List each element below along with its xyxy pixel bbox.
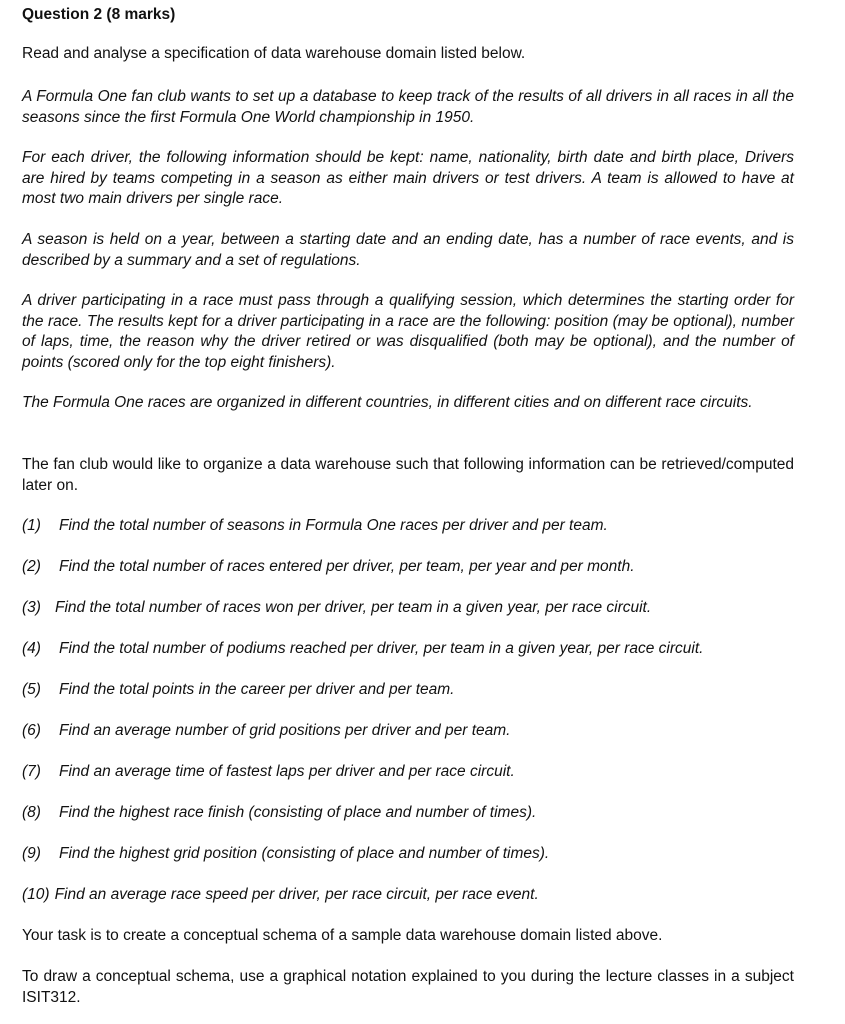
requirement-text: Find an average time of fastest laps per driver and per race circuit. <box>59 763 515 780</box>
requirement-item <box>22 762 794 783</box>
requirement-text: Find the total points in the career per driver and per team. <box>59 681 455 698</box>
requirement-item <box>22 803 794 824</box>
requirement-text: Find an average number of grid positions per driver and per team. <box>59 722 511 739</box>
requirement-number: (4) <box>22 640 41 657</box>
requirement-number: (5) <box>22 681 41 698</box>
notation-paragraph: To draw a conceptual schema, use a graphical notation explained to you during the lecture classes in a subject ISIT312. <box>22 968 794 1006</box>
requirement-number: (7) <box>22 763 41 780</box>
requirement-item <box>22 516 794 537</box>
spec-paragraph-2: For each driver, the following information should be kept: name, nationality, birth date and birth place, Drivers are hired by teams competing in a season as either main drivers or test drivers. A team is allowed to have at most two main drivers per single race. <box>22 149 794 207</box>
requirement-text: Find the total number of seasons in Formula One races per driver and per team. <box>59 517 608 534</box>
requirement-text: Find the highest race finish (consisting of place and number of times). <box>59 804 537 821</box>
requirement-item <box>22 639 794 660</box>
requirement-item <box>22 844 794 865</box>
requirement-item <box>22 885 794 906</box>
requirement-number: (1) <box>22 517 41 534</box>
spec-paragraph-1: A Formula One fan club wants to set up a database to keep track of the results of all drivers in all races in all the seasons since the first Formula One World championship in 1950. <box>22 88 794 126</box>
requirement-number: (9) <box>22 845 41 862</box>
requirement-text: Find the total number of races entered per driver, per team, per year and per month. <box>59 558 635 575</box>
requirement-text: Find the total number of podiums reached per driver, per team in a given year, per race circuit. <box>59 640 704 657</box>
requirement-text: Find an average race speed per driver, per race circuit, per race event. <box>54 886 539 903</box>
requirements-intro: The fan club would like to organize a data warehouse such that following information can be retrieved/computed later on. <box>22 456 794 494</box>
requirement-number: (10) <box>22 886 50 903</box>
spec-paragraph-3: A season is held on a year, between a starting date and an ending date, has a number of race events, and is described by a summary and a set of regulations. <box>22 231 794 269</box>
question-title: Question 2 (8 marks) <box>22 6 176 23</box>
requirement-text: Find the highest grid position (consisting of place and number of times). <box>59 845 550 862</box>
requirement-text: Find the total number of races won per driver, per team in a given year, per race circuit. <box>55 599 652 616</box>
spec-paragraph-5: The Formula One races are organized in different countries, in different cities and on different race circuits. <box>22 394 753 411</box>
requirement-item <box>22 598 794 619</box>
requirement-number: (3) <box>22 599 41 616</box>
requirement-number: (6) <box>22 722 41 739</box>
requirement-number: (8) <box>22 804 41 821</box>
requirement-item <box>22 680 794 701</box>
requirement-item <box>22 721 794 742</box>
requirement-item <box>22 557 794 578</box>
requirement-number: (2) <box>22 558 41 575</box>
intro-paragraph: Read and analyse a specification of data warehouse domain listed below. <box>22 45 526 62</box>
task-paragraph: Your task is to create a conceptual schema of a sample data warehouse domain listed above. <box>22 927 663 944</box>
spec-paragraph-4: A driver participating in a race must pass through a qualifying session, which determines the starting order for the race. The results kept for a driver participating in a race are the following: position (may be optional), number of laps, time, the reason why the driver retired or was disqualified (both may be optional), and the number of points (scored only for the top eight finishers). <box>22 292 794 371</box>
